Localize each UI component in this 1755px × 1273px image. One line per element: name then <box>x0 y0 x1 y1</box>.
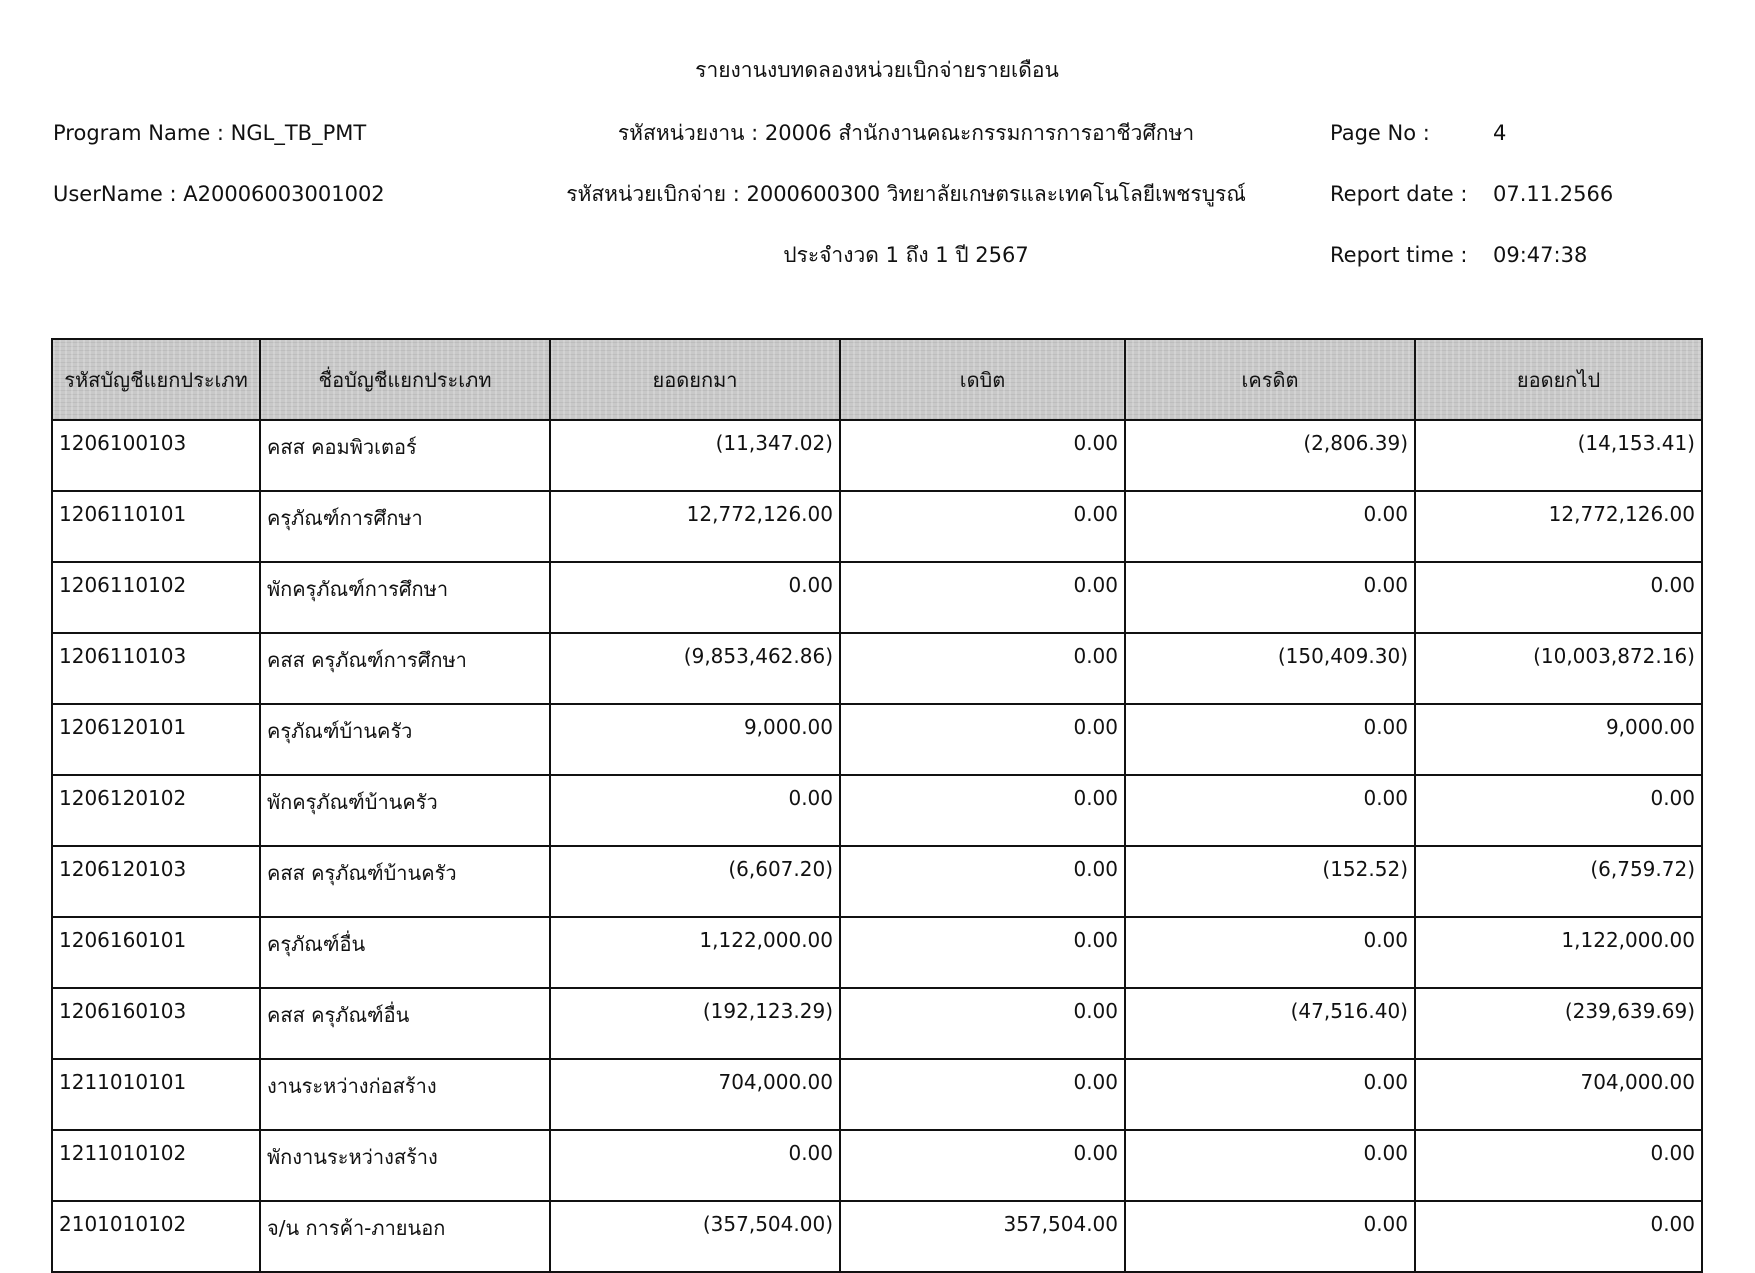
cell-opening-balance: 9,000.00 <box>550 704 840 775</box>
cell-opening-balance: (9,853,462.86) <box>550 633 840 704</box>
cell-account-name: จ/น การค้า-ภายนอก <box>260 1201 550 1272</box>
cell-account-code: 1206100103 <box>52 420 260 491</box>
cell-account-code: 1211010102 <box>52 1130 260 1201</box>
cell-opening-balance: (357,504.00) <box>550 1201 840 1272</box>
report-time-label: Report time : <box>1330 243 1468 267</box>
header-account-name: ชื่อบัญชีแยกประเภท <box>260 339 550 420</box>
cell-debit: 0.00 <box>840 633 1125 704</box>
table-row <box>52 846 1702 917</box>
program-name: Program Name : NGL_TB_PMT <box>53 121 367 145</box>
cell-closing-balance: 12,772,126.00 <box>1415 491 1702 562</box>
cell-credit: 0.00 <box>1125 917 1415 988</box>
cell-closing-balance: 704,000.00 <box>1415 1059 1702 1130</box>
cell-account-code: 2101010102 <box>52 1201 260 1272</box>
report-date-label: Report date : <box>1330 182 1468 206</box>
cell-debit: 0.00 <box>840 988 1125 1059</box>
report-time-value: 09:47:38 <box>1493 243 1588 267</box>
cell-debit: 0.00 <box>840 491 1125 562</box>
cell-account-name: คสส ครุภัณฑ์บ้านครัว <box>260 846 550 917</box>
table-row <box>52 420 1702 491</box>
cell-credit: 0.00 <box>1125 1059 1415 1130</box>
cell-account-code: 1206110102 <box>52 562 260 633</box>
cell-closing-balance: 0.00 <box>1415 1130 1702 1201</box>
cell-account-code: 1206120102 <box>52 775 260 846</box>
cell-account-code: 1206120103 <box>52 846 260 917</box>
agency-code: รหัสหน่วยงาน : 20006 สำนักงานคณะกรรมการการอาชีวศึกษา <box>617 121 1195 145</box>
cell-closing-balance: (14,153.41) <box>1415 420 1702 491</box>
cell-debit: 0.00 <box>840 562 1125 633</box>
cell-credit: 0.00 <box>1125 775 1415 846</box>
cell-opening-balance: 704,000.00 <box>550 1059 840 1130</box>
table-row <box>52 1201 1702 1272</box>
cell-opening-balance: (6,607.20) <box>550 846 840 917</box>
table-row <box>52 775 1702 846</box>
cell-account-name: ครุภัณฑ์อื่น <box>260 917 550 988</box>
cell-debit: 0.00 <box>840 704 1125 775</box>
cell-closing-balance: 1,122,000.00 <box>1415 917 1702 988</box>
cell-credit: (150,409.30) <box>1125 633 1415 704</box>
cell-account-code: 1206120101 <box>52 704 260 775</box>
cell-opening-balance: 1,122,000.00 <box>550 917 840 988</box>
cell-credit: 0.00 <box>1125 704 1415 775</box>
cell-account-name: งานระหว่างก่อสร้าง <box>260 1059 550 1130</box>
table-row <box>52 988 1702 1059</box>
disbursing-unit-code: รหัสหน่วยเบิกจ่าย : 2000600300 วิทยาลัยเกษตรและเทคโนโลยีเพชรบูรณ์ <box>566 182 1246 206</box>
report-date-value: 07.11.2566 <box>1493 182 1614 206</box>
table-row <box>52 1130 1702 1201</box>
cell-debit: 0.00 <box>840 420 1125 491</box>
cell-credit: (2,806.39) <box>1125 420 1415 491</box>
cell-debit: 0.00 <box>840 775 1125 846</box>
cell-account-code: 1206160101 <box>52 917 260 988</box>
header-account-code: รหัสบัญชีแยกประเภท <box>52 339 260 420</box>
cell-account-name: คสส ครุภัณฑ์อื่น <box>260 988 550 1059</box>
cell-account-name: ครุภัณฑ์บ้านครัว <box>260 704 550 775</box>
username: UserName : A20006003001002 <box>53 182 385 206</box>
cell-credit: (152.52) <box>1125 846 1415 917</box>
table-row <box>52 704 1702 775</box>
cell-account-code: 1206160103 <box>52 988 260 1059</box>
cell-debit: 0.00 <box>840 1130 1125 1201</box>
cell-closing-balance: 9,000.00 <box>1415 704 1702 775</box>
report-period: ประจำงวด 1 ถึง 1 ปี 2567 <box>783 243 1029 267</box>
cell-opening-balance: 0.00 <box>550 775 840 846</box>
cell-opening-balance: 12,772,126.00 <box>550 491 840 562</box>
cell-account-name: พักครุภัณฑ์การศึกษา <box>260 562 550 633</box>
table-header-row <box>52 339 1702 420</box>
cell-opening-balance: 0.00 <box>550 1130 840 1201</box>
cell-closing-balance: (10,003,872.16) <box>1415 633 1702 704</box>
cell-credit: 0.00 <box>1125 1201 1415 1272</box>
cell-account-code: 1211010101 <box>52 1059 260 1130</box>
trial-balance-table <box>51 338 1703 1273</box>
cell-account-name: พักครุภัณฑ์บ้านครัว <box>260 775 550 846</box>
table-row <box>52 633 1702 704</box>
cell-closing-balance: (6,759.72) <box>1415 846 1702 917</box>
cell-opening-balance: 0.00 <box>550 562 840 633</box>
table-row <box>52 917 1702 988</box>
cell-account-code: 1206110103 <box>52 633 260 704</box>
cell-account-name: คสส ครุภัณฑ์การศึกษา <box>260 633 550 704</box>
cell-opening-balance: (192,123.29) <box>550 988 840 1059</box>
cell-debit: 0.00 <box>840 917 1125 988</box>
cell-credit: 0.00 <box>1125 1130 1415 1201</box>
cell-account-name: ครุภัณฑ์การศึกษา <box>260 491 550 562</box>
cell-opening-balance: (11,347.02) <box>550 420 840 491</box>
cell-credit: (47,516.40) <box>1125 988 1415 1059</box>
cell-debit: 357,504.00 <box>840 1201 1125 1272</box>
header-credit: เครดิต <box>1125 339 1415 420</box>
cell-debit: 0.00 <box>840 1059 1125 1130</box>
cell-debit: 0.00 <box>840 846 1125 917</box>
report-title: รายงานงบทดลองหน่วยเบิกจ่ายรายเดือน <box>695 58 1059 82</box>
header-opening-balance: ยอดยกมา <box>550 339 840 420</box>
cell-closing-balance: 0.00 <box>1415 562 1702 633</box>
cell-account-code: 1206110101 <box>52 491 260 562</box>
table-row <box>52 1059 1702 1130</box>
page-no-label: Page No : <box>1330 121 1430 145</box>
cell-credit: 0.00 <box>1125 562 1415 633</box>
cell-closing-balance: (239,639.69) <box>1415 988 1702 1059</box>
table-row <box>52 562 1702 633</box>
cell-account-name: พักงานระหว่างสร้าง <box>260 1130 550 1201</box>
page-no-value: 4 <box>1493 121 1507 145</box>
cell-closing-balance: 0.00 <box>1415 775 1702 846</box>
table-row <box>52 491 1702 562</box>
cell-account-name: คสส คอมพิวเตอร์ <box>260 420 550 491</box>
header-debit: เดบิต <box>840 339 1125 420</box>
cell-closing-balance: 0.00 <box>1415 1201 1702 1272</box>
cell-credit: 0.00 <box>1125 491 1415 562</box>
header-closing-balance: ยอดยกไป <box>1415 339 1702 420</box>
